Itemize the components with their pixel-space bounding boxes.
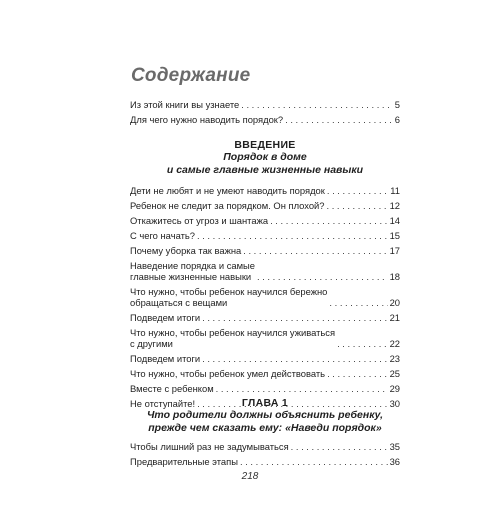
- intro-entries: [130, 95, 400, 125]
- leader-dots: [327, 200, 388, 211]
- entry-text: Ребенок не следит за порядком. Он плохой?: [130, 200, 325, 211]
- section-heading-chapter1: [130, 397, 400, 435]
- entry-page: 29: [389, 383, 400, 394]
- leader-dots: [243, 245, 387, 256]
- entry-page: 23: [389, 353, 400, 364]
- entry-page: 35: [389, 441, 400, 452]
- leader-dots: [202, 353, 387, 364]
- leader-dots: [329, 297, 387, 308]
- entry-text: Из этой книги вы узнаете: [130, 99, 240, 110]
- entry-text: Почему уборка так важна: [130, 245, 242, 256]
- entry-text: Что нужно, чтобы ребенок умел действовать: [130, 368, 326, 379]
- entry-page: 6: [394, 114, 400, 125]
- toc-entry[interactable]: [130, 95, 400, 110]
- toc-entry[interactable]: [130, 364, 400, 379]
- intro-section-entries: [130, 181, 400, 409]
- leader-dots: [327, 368, 388, 379]
- entry-text: Подведем итоги: [130, 312, 201, 323]
- entry-page: 5: [394, 99, 400, 110]
- leader-dots: [202, 312, 387, 323]
- entry-text: Откажитесь от угроз и шантажа: [130, 215, 269, 226]
- entry-text: Предварительные этапы: [130, 456, 238, 467]
- entry-page: 17: [389, 245, 400, 256]
- entry-page: 25: [389, 368, 400, 379]
- entry-page: 36: [389, 456, 400, 467]
- entry-text: Дети не любят и не умеют наводить порядок: [130, 185, 325, 196]
- entry-text: Что нужно, чтобы ребенок научился уживаться с другими: [130, 327, 336, 349]
- entry-text: Не отступайте!: [130, 398, 196, 409]
- leader-dots: [291, 441, 388, 452]
- toc-entry[interactable]: [130, 437, 400, 452]
- toc-entry[interactable]: [130, 181, 400, 196]
- leader-dots: [216, 383, 388, 394]
- toc-title: Содержание: [131, 65, 251, 86]
- entry-text: Подведем итоги: [130, 353, 201, 364]
- toc-entry[interactable]: [130, 323, 400, 349]
- chapter1-entries: [130, 437, 400, 467]
- leader-dots: [197, 230, 388, 241]
- entry-text: Для чего нужно наводить порядок?: [130, 114, 284, 125]
- entry-text: Чтобы лишний раз не задумываться: [130, 441, 289, 452]
- section-heading-intro: [130, 139, 400, 177]
- leader-dots: [285, 114, 393, 125]
- toc-entry[interactable]: [130, 308, 400, 323]
- entry-page: 11: [390, 185, 400, 196]
- entry-page: 12: [389, 200, 400, 211]
- entry-text: Вместе с ребенком: [130, 383, 214, 394]
- leader-dots: [270, 215, 387, 226]
- page-number: 218: [241, 471, 259, 482]
- entry-page: 22: [389, 338, 400, 349]
- toc-entry[interactable]: [130, 282, 400, 308]
- leader-dots: [337, 338, 388, 349]
- entry-page: 21: [389, 312, 400, 323]
- entry-text: Наведение порядка и самые главные жизненные навыки: [130, 260, 255, 282]
- entry-page: 14: [389, 215, 400, 226]
- leader-dots: [257, 271, 388, 282]
- section-subtitle: Порядок в доме и самые главные жизненные навыки: [166, 151, 364, 176]
- leader-dots: [327, 185, 388, 196]
- toc-entry[interactable]: [130, 211, 400, 226]
- entry-page: 30: [389, 398, 400, 409]
- section-label: ГЛАВА 1: [241, 397, 289, 409]
- toc-entry[interactable]: [130, 110, 400, 125]
- toc-entry[interactable]: [130, 349, 400, 364]
- entry-text: С чего начать?: [130, 230, 195, 241]
- leader-dots: [240, 456, 388, 467]
- section-subtitle: Что родители должны объяснить ребенку, прежде чем сказать ему: «Наведи порядок»: [146, 409, 384, 434]
- section-label: ВВЕДЕНИЕ: [234, 139, 296, 151]
- entry-page: 15: [389, 230, 400, 241]
- toc-entry[interactable]: [130, 241, 400, 256]
- toc-entry[interactable]: [130, 196, 400, 211]
- toc-entry[interactable]: [130, 452, 400, 467]
- entry-page: 18: [389, 271, 400, 282]
- toc-entry[interactable]: [130, 256, 400, 282]
- leader-dots: [241, 99, 393, 110]
- toc-entry[interactable]: [130, 226, 400, 241]
- entry-page: 20: [389, 297, 400, 308]
- toc-entry[interactable]: [130, 379, 400, 394]
- entry-text: Что нужно, чтобы ребенок научился бережно обращаться с вещами: [130, 286, 328, 308]
